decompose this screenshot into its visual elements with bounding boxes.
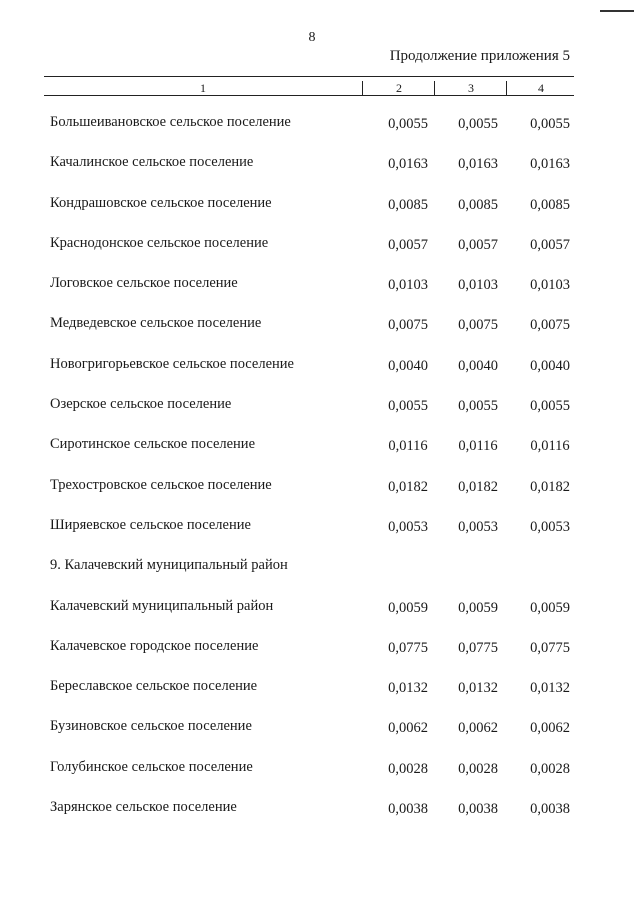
table-row bbox=[0, 152, 640, 192]
row-name: Калачевский муниципальный район bbox=[50, 597, 274, 614]
row-name: Голубинское сельское поселение bbox=[50, 758, 253, 775]
header-cell-3: 3 bbox=[434, 81, 507, 95]
header-cell-1: 1 bbox=[200, 81, 206, 95]
header-cell-4: 4 bbox=[506, 81, 575, 95]
table-header-row bbox=[44, 81, 574, 95]
row-name: Трехостровское сельское поселение bbox=[50, 476, 272, 493]
row-name: Краснодонское сельское поселение bbox=[50, 234, 269, 251]
row-value-col-4: 0,0163 bbox=[530, 156, 570, 173]
row-value-col-2: 0,0116 bbox=[388, 438, 428, 455]
row-value-col-3: 0,0085 bbox=[458, 196, 498, 213]
row-value-col-2: 0,0103 bbox=[388, 277, 428, 294]
row-value-col-4: 0,0116 bbox=[530, 438, 570, 455]
row-value-col-2: 0,0055 bbox=[388, 398, 428, 415]
table-row bbox=[0, 716, 640, 756]
row-value-col-4: 0,0085 bbox=[530, 196, 570, 213]
row-name: Качалинское сельское поселение bbox=[50, 154, 254, 171]
row-value-col-3: 0,0062 bbox=[458, 720, 498, 737]
table-row bbox=[0, 555, 640, 595]
row-name: Медведевское сельское поселение bbox=[50, 315, 262, 332]
row-name: Большеивановское сельское поселение bbox=[50, 114, 291, 130]
row-value-col-4: 0,0132 bbox=[530, 680, 570, 697]
row-value-col-3: 0,0040 bbox=[458, 357, 498, 374]
row-value-col-4: 0,0062 bbox=[530, 720, 570, 737]
row-value-col-3: 0,0132 bbox=[458, 680, 498, 697]
table-row bbox=[0, 515, 640, 555]
row-value-col-3: 0,0028 bbox=[458, 760, 498, 777]
row-value-col-4: 0,0103 bbox=[530, 277, 570, 294]
table-row bbox=[0, 475, 640, 515]
row-value-col-2: 0,0057 bbox=[388, 236, 428, 253]
row-value-col-4: 0,0182 bbox=[530, 478, 570, 495]
row-value-col-4: 0,0055 bbox=[530, 116, 570, 132]
row-value-col-4: 0,0775 bbox=[530, 639, 570, 656]
row-value-col-3: 0,0053 bbox=[458, 518, 498, 535]
row-value-col-3: 0,0038 bbox=[458, 801, 498, 818]
table-row bbox=[0, 193, 640, 233]
table-row bbox=[0, 434, 640, 474]
table-row bbox=[0, 394, 640, 434]
row-name: Кондрашовское сельское поселение bbox=[50, 194, 272, 211]
row-value-col-2: 0,0775 bbox=[388, 639, 428, 656]
row-value-col-3: 0,0775 bbox=[458, 639, 498, 656]
row-value-col-2: 0,0132 bbox=[388, 680, 428, 697]
row-name: Озерское сельское поселение bbox=[50, 396, 232, 413]
row-name: Береславское сельское поселение bbox=[50, 678, 258, 695]
row-value-col-3: 0,0182 bbox=[458, 478, 498, 495]
table-header-rule bbox=[44, 95, 574, 96]
row-name: Зарянское сельское поселение bbox=[50, 799, 237, 816]
table-row bbox=[0, 636, 640, 676]
row-value-col-2: 0,0055 bbox=[388, 116, 428, 132]
table-row bbox=[0, 596, 640, 636]
row-value-col-3: 0,0116 bbox=[458, 438, 498, 455]
row-value-col-3: 0,0055 bbox=[458, 398, 498, 415]
row-value-col-3: 0,0055 bbox=[458, 116, 498, 132]
row-name: Новогригорьевское сельское поселение bbox=[50, 355, 294, 372]
row-name: Бузиновское сельское поселение bbox=[50, 718, 252, 735]
row-value-col-2: 0,0038 bbox=[388, 801, 428, 818]
row-name: Ширяевское сельское поселение bbox=[50, 516, 251, 533]
row-name: Сиротинское сельское поселение bbox=[50, 436, 256, 453]
header-cell-2: 2 bbox=[362, 81, 435, 95]
row-value-col-4: 0,0059 bbox=[530, 599, 570, 616]
row-name: 9. Калачевский муниципальный район bbox=[50, 557, 288, 574]
row-value-col-3: 0,0059 bbox=[458, 599, 498, 616]
row-value-col-4: 0,0053 bbox=[530, 518, 570, 535]
row-value-col-3: 0,0057 bbox=[458, 236, 498, 253]
row-value-col-2: 0,0040 bbox=[388, 357, 428, 374]
row-value-col-3: 0,0103 bbox=[458, 277, 498, 294]
row-name: Логовское сельское поселение bbox=[50, 275, 238, 292]
table-top-rule bbox=[44, 76, 574, 77]
table-row bbox=[0, 797, 640, 837]
row-value-col-3: 0,0075 bbox=[458, 317, 498, 334]
row-value-col-2: 0,0059 bbox=[388, 599, 428, 616]
table-row bbox=[0, 313, 640, 353]
table-row bbox=[0, 273, 640, 313]
continuation-caption: Продолжение приложения 5 bbox=[389, 48, 570, 64]
table-row bbox=[0, 112, 640, 152]
row-value-col-2: 0,0085 bbox=[388, 196, 428, 213]
row-value-col-2: 0,0028 bbox=[388, 760, 428, 777]
table-body bbox=[0, 112, 640, 837]
row-value-col-4: 0,0038 bbox=[530, 801, 570, 818]
row-value-col-4: 0,0075 bbox=[530, 317, 570, 334]
page-number: 8 bbox=[308, 30, 316, 45]
row-value-col-4: 0,0040 bbox=[530, 357, 570, 374]
scan-edge-mark bbox=[600, 10, 634, 12]
row-name: Калачевское городское поселение bbox=[50, 637, 259, 654]
table-row bbox=[0, 757, 640, 797]
table-row bbox=[0, 233, 640, 273]
row-value-col-2: 0,0182 bbox=[388, 478, 428, 495]
row-value-col-4: 0,0055 bbox=[530, 398, 570, 415]
row-value-col-2: 0,0053 bbox=[388, 518, 428, 535]
row-value-col-2: 0,0062 bbox=[388, 720, 428, 737]
row-value-col-3: 0,0163 bbox=[458, 156, 498, 173]
table-row bbox=[0, 676, 640, 716]
row-value-col-4: 0,0057 bbox=[530, 236, 570, 253]
row-value-col-4: 0,0028 bbox=[530, 760, 570, 777]
table-row bbox=[0, 354, 640, 394]
row-value-col-2: 0,0163 bbox=[388, 156, 428, 173]
row-value-col-2: 0,0075 bbox=[388, 317, 428, 334]
